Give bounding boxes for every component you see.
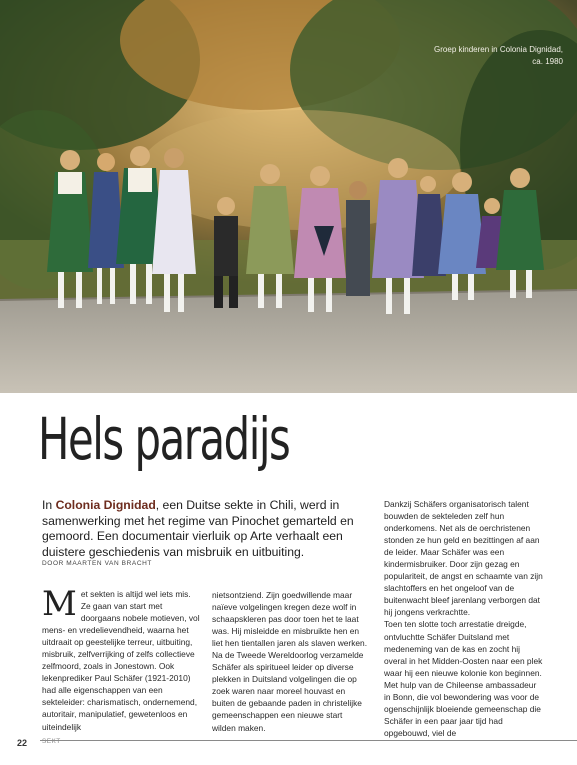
page-number: 22 (16, 738, 27, 748)
byline: DOOR MAARTEN VAN BRACHT (42, 560, 152, 567)
column-1-text: et sekten is altijd wel iets mis. Ze gaan van start met doorgaans nobele motieven, vol mens- en vredelievendheid, waarna het uitdraait op geestelijke terreur, uitbuiting, misbruik, zelfverrijking of zelfs collectieve zelfmoord, zoals in Jonestown. Ook lekenprediker Paul Schäfer (1921-2010) had alle eigenschappen van een sekteleider: charismatisch, ondernemend, autoritair, manipulatief, gewetenloos en uiteindelijk (42, 589, 200, 732)
lead-prefix: In (42, 498, 56, 512)
body-column-1 (42, 584, 200, 733)
body-column-2 (212, 589, 368, 734)
footer-rule (40, 740, 577, 741)
lead-text: , een Duitse sekte in Chili, werd in samenwerking met het regime van Pinochet gemarteld en gemoord. Een documentair vierluik op Arte verhaalt een duistere geschiedenis van misbruik en uitbuiting. (42, 498, 354, 559)
lead-emphasis: Colonia Dignidad (55, 498, 156, 512)
photo-caption: Groep kinderen in Colonia Dignidad, ca. 1980 (434, 45, 563, 66)
section-label: SEKT (42, 738, 61, 745)
column-3-paragraph-1: Dankzij Schäfers organisatorisch talent bouwden de sekteleden zelf hun onderkomens. Net als de oerchristenen stonden ze hun geld en bezittingen af aan de leider. Maar Schäfer was een kindermisbruiker. Door zijn gezag en populariteit, de angst en schaamte van zijn slachtoffers en het ongeloof van de buitenwacht bleef jarenlang verborgen dat hij jongens verkrachtte. (384, 499, 543, 618)
body-column-3 (384, 498, 544, 739)
article-title: Hels paradijs (38, 405, 290, 473)
article-lead (42, 498, 360, 560)
drop-cap: M (42, 584, 77, 624)
column-2-text: nietsontziend. Zijn goedwillende maar naïeve volgelingen kregen deze wolf in schaapskleren pas door toen het te laat was. Hij misleidde en misbruikte hen en liet hen tientallen jaren als slaven werken. Na de Tweede Wereldoorlog verzamelde Schäfer als spiritueel leider op diverse plekken in Duitsland volgelingen die op zoek waren naar moreel houvast en buiten de gebaande paden in christelijke gemeenschappen een nieuwe start wilden maken. (212, 590, 368, 733)
column-3-paragraph-2: Toen ten slotte toch arrestatie dreigde, ontvluchtte Schäfer Duitsland met medeneming van de kas en zocht hij overal in het Midden-Oosten naar een plek waar hij een nieuwe kolonie kon beginnen. Met hulp van de Chileense ambassadeur in Bonn, die vol bewondering was voor de ogenschijnlijk bloeiende gemeenschap die Schäfer in een paar jaar tijd had opgebouwd, viel de (384, 619, 543, 738)
